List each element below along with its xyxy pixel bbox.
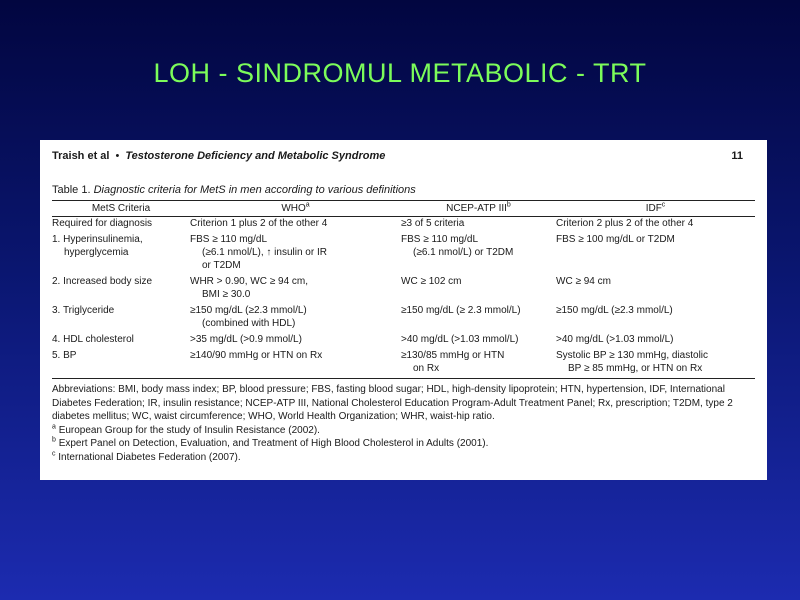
cell-criteria — [52, 301, 190, 330]
cell-line: FBS ≥ 100 mg/dL or T2DM — [556, 234, 675, 245]
cell-idf — [556, 330, 755, 346]
cell-ncep — [401, 230, 556, 272]
document-excerpt — [40, 140, 767, 480]
cell-criteria — [52, 217, 190, 231]
running-head — [52, 150, 755, 166]
cell-line: WC ≥ 94 cm — [556, 276, 611, 287]
cell-who — [190, 346, 401, 379]
cell-line: hyperglycemia — [64, 247, 129, 258]
cell-who — [190, 330, 401, 346]
cell-line: BP ≥ 85 mmHg, or HTN on Rx — [568, 363, 703, 374]
table-caption — [52, 184, 755, 197]
page-number: 11 — [731, 150, 743, 162]
abbreviations: Abbreviations: BMI, body mass index; BP, blood pressure; FBS, fasting blood sugar; HDL, high-density lipoprotein; HTN, hypertension, IDF, International Diabetes Federation; IR, insulin resistance; NCEP-ATP III, National Cholesterol Education Program-Adult Treatment Panel; Rx, prescription; T2DM, type 2 diabetes mellitus; WC, waist circumference; WHO, World Health Organization; WHR, waist-hip ratio. — [52, 384, 733, 422]
cell-line: Criterion 1 plus 2 of the other 4 — [190, 218, 328, 229]
cell-criteria — [52, 230, 190, 272]
cell-line: FBS ≥ 110 mg/dL — [190, 234, 268, 245]
cell-line: 2. Increased body size — [52, 276, 153, 287]
table-row — [52, 230, 755, 272]
table-row — [52, 272, 755, 301]
cell-ncep — [401, 346, 556, 379]
cell-line: ≥150 mg/dL (≥2.3 mmol/L) — [190, 305, 307, 316]
table-title: Diagnostic criteria for MetS in men according to various definitions — [93, 184, 416, 196]
table-header-row — [52, 201, 755, 217]
header-ncep: NCEP-ATP III$^b$ — [401, 201, 556, 217]
cell-line: ≥130/85 mmHg or HTN — [401, 350, 505, 361]
cell-line: Criterion 2 plus 2 of the other 4 — [556, 218, 694, 229]
cell-line: >40 mg/dL (>1.03 mmol/L) — [556, 334, 674, 345]
cell-ncep — [401, 217, 556, 231]
cell-line: or T2DM — [202, 260, 241, 271]
cell-idf — [556, 346, 755, 379]
cell-who — [190, 230, 401, 272]
table-label: Table 1. — [52, 184, 91, 196]
footnote-b: $^b$ Expert Panel on Detection, Evaluation, and Treatment of High Blood Cholesterol in Adults (2001). — [52, 436, 489, 449]
cell-line: FBS ≥ 110 mg/dL — [401, 234, 479, 245]
cell-line: Systolic BP ≥ 130 mmHg, diastolic — [556, 350, 709, 361]
header-idf: IDF$^c$ — [556, 201, 755, 217]
journal-title: Testosterone Deficiency and Metabolic Syndrome — [125, 150, 386, 162]
table-row — [52, 330, 755, 346]
cell-who — [190, 301, 401, 330]
table-row — [52, 217, 755, 231]
cell-criteria — [52, 272, 190, 301]
table-notes — [52, 383, 755, 464]
cell-idf — [556, 217, 755, 231]
cell-idf — [556, 230, 755, 272]
criteria-table — [52, 200, 755, 379]
cell-criteria — [52, 346, 190, 379]
cell-line: BMI ≥ 30.0 — [202, 289, 251, 300]
cell-ncep — [401, 272, 556, 301]
cell-ncep — [401, 301, 556, 330]
cell-criteria — [52, 330, 190, 346]
cell-idf — [556, 301, 755, 330]
header-criteria: MetS Criteria — [52, 201, 190, 217]
cell-line: WHR > 0.90, WC ≥ 94 cm, — [190, 276, 309, 287]
cell-line: 1. Hyperinsulinemia, — [52, 234, 143, 245]
cell-line: ≥150 mg/dL (≥ 2.3 mmol/L) — [401, 305, 521, 316]
cell-line: (≥6.1 nmol/L), ↑ insulin or IR — [202, 247, 327, 258]
table-row — [52, 301, 755, 330]
footnote-c: $^c$ International Diabetes Federation (2007). — [52, 450, 241, 463]
cell-line: WC ≥ 102 cm — [401, 276, 462, 287]
cell-line: (≥6.1 nmol/L) or T2DM — [413, 247, 514, 258]
cell-who — [190, 217, 401, 231]
cell-line: ≥150 mg/dL (≥2.3 mmol/L) — [556, 305, 673, 316]
footnote-a: $^a$ European Group for the study of Insulin Resistance (2002). — [52, 423, 320, 436]
cell-ncep — [401, 330, 556, 346]
cell-idf — [556, 272, 755, 301]
author: Traish et al — [52, 150, 110, 162]
header-who: WHO$^a$ — [190, 201, 401, 217]
separator: • — [115, 150, 120, 162]
cell-line: Required for diagnosis — [52, 218, 153, 229]
cell-line: ≥140/90 mmHg or HTN on Rx — [190, 350, 323, 361]
cell-line: ≥3 of 5 criteria — [401, 218, 465, 229]
cell-who — [190, 272, 401, 301]
cell-line: >40 mg/dL (>1.03 mmol/L) — [401, 334, 519, 345]
cell-line: on Rx — [413, 363, 440, 374]
cell-line: 3. Triglyceride — [52, 305, 115, 316]
cell-line: 5. BP — [52, 350, 77, 361]
cell-line: >35 mg/dL (>0.9 mmol/L) — [190, 334, 302, 345]
cell-line: 4. HDL cholesterol — [52, 334, 134, 345]
slide-title: LOH - SINDROMUL METABOLIC - TRT — [153, 58, 647, 88]
table-row — [52, 346, 755, 379]
cell-line: (combined with HDL) — [202, 318, 296, 329]
